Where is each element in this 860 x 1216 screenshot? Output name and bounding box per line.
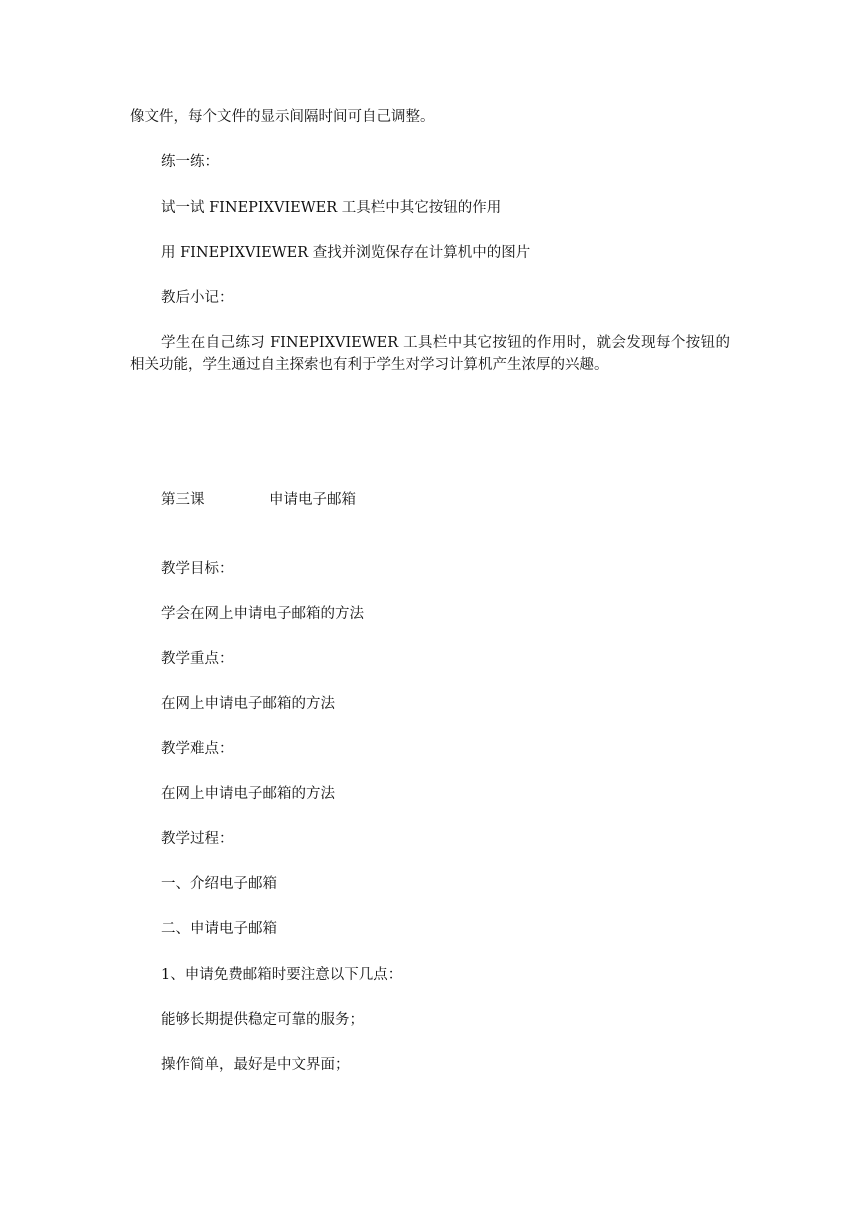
continued-paragraph: 像文件，每个文件的显示间隔时间可自己调整。 [130,109,435,125]
goal-text: 学会在网上申请电子邮箱的方法 [161,606,364,622]
practice-heading: 练一练： [161,154,219,170]
key-text: 在网上申请电子邮箱的方法 [161,696,335,712]
practice-item-1: 试一试 FINEPIXVIEWER 工具栏中其它按钮的作用 [161,200,502,216]
key-heading: 教学重点： [161,651,234,667]
lesson-number: 第三课 [161,492,205,508]
process-step: 二、申请电子邮箱 [161,921,277,937]
process-step: 能够长期提供稳定可靠的服务； [161,1012,364,1028]
difficulty-text: 在网上申请电子邮箱的方法 [161,786,335,802]
goal-heading: 教学目标： [161,561,234,577]
notes-paragraph: 学生在自己练习 FINEPIXVIEWER 工具栏中其它按钮的作用时，就会发现每个按钮的相关功能，学生通过自主探索也有利于学生对学习计算机产生浓厚的兴趣。 [130,335,730,373]
notes-heading: 教后小记： [161,290,234,306]
process-step: 操作简单，最好是中文界面； [161,1057,350,1073]
process-step: 一、介绍电子邮箱 [161,876,277,892]
lesson-name: 申请电子邮箱 [269,492,356,508]
practice-item-2: 用 FINEPIXVIEWER 查找并浏览保存在计算机中的图片 [161,245,531,261]
difficulty-heading: 教学难点： [161,741,234,757]
process-heading: 教学过程： [161,831,234,847]
process-step: 1、申请免费邮箱时要注意以下几点： [161,967,403,983]
lesson-title [161,491,356,509]
